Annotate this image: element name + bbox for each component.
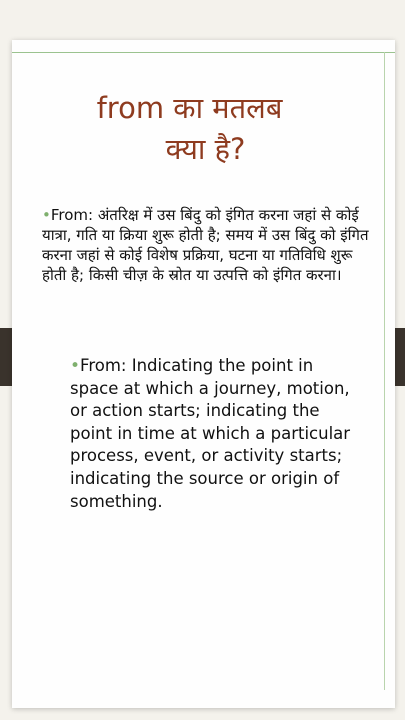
- title-line-2: क्या है?: [165, 132, 246, 166]
- title-line-1: from का मतलब: [96, 91, 283, 125]
- slide-card: [12, 40, 395, 708]
- bullet-icon: •: [70, 356, 81, 376]
- english-definition-text: From: Indicating the point in space at which a journey, motion, or action starts; indicating the point in time at which a particular process, event, or activity starts; indicating the source or origin of something.: [70, 356, 351, 511]
- hindi-definition: [42, 205, 372, 285]
- bullet-icon: •: [42, 206, 51, 224]
- english-definition: [70, 355, 360, 513]
- top-accent-line: [12, 52, 395, 53]
- slide-title: [12, 88, 395, 170]
- hindi-definition-text: From: अंतरिक्ष में उस बिंदु को इंगित करना जहां से कोई यात्रा, गति या क्रिया शुरू होती है; समय में उस बिंदु को इंगित करना जहां से कोई विशेष प्रक्रिया, घटना या गतिविधि शुरू होती है; किसी चीज़ के स्रोत या उत्पत्ति को इंगित करना।: [42, 206, 369, 284]
